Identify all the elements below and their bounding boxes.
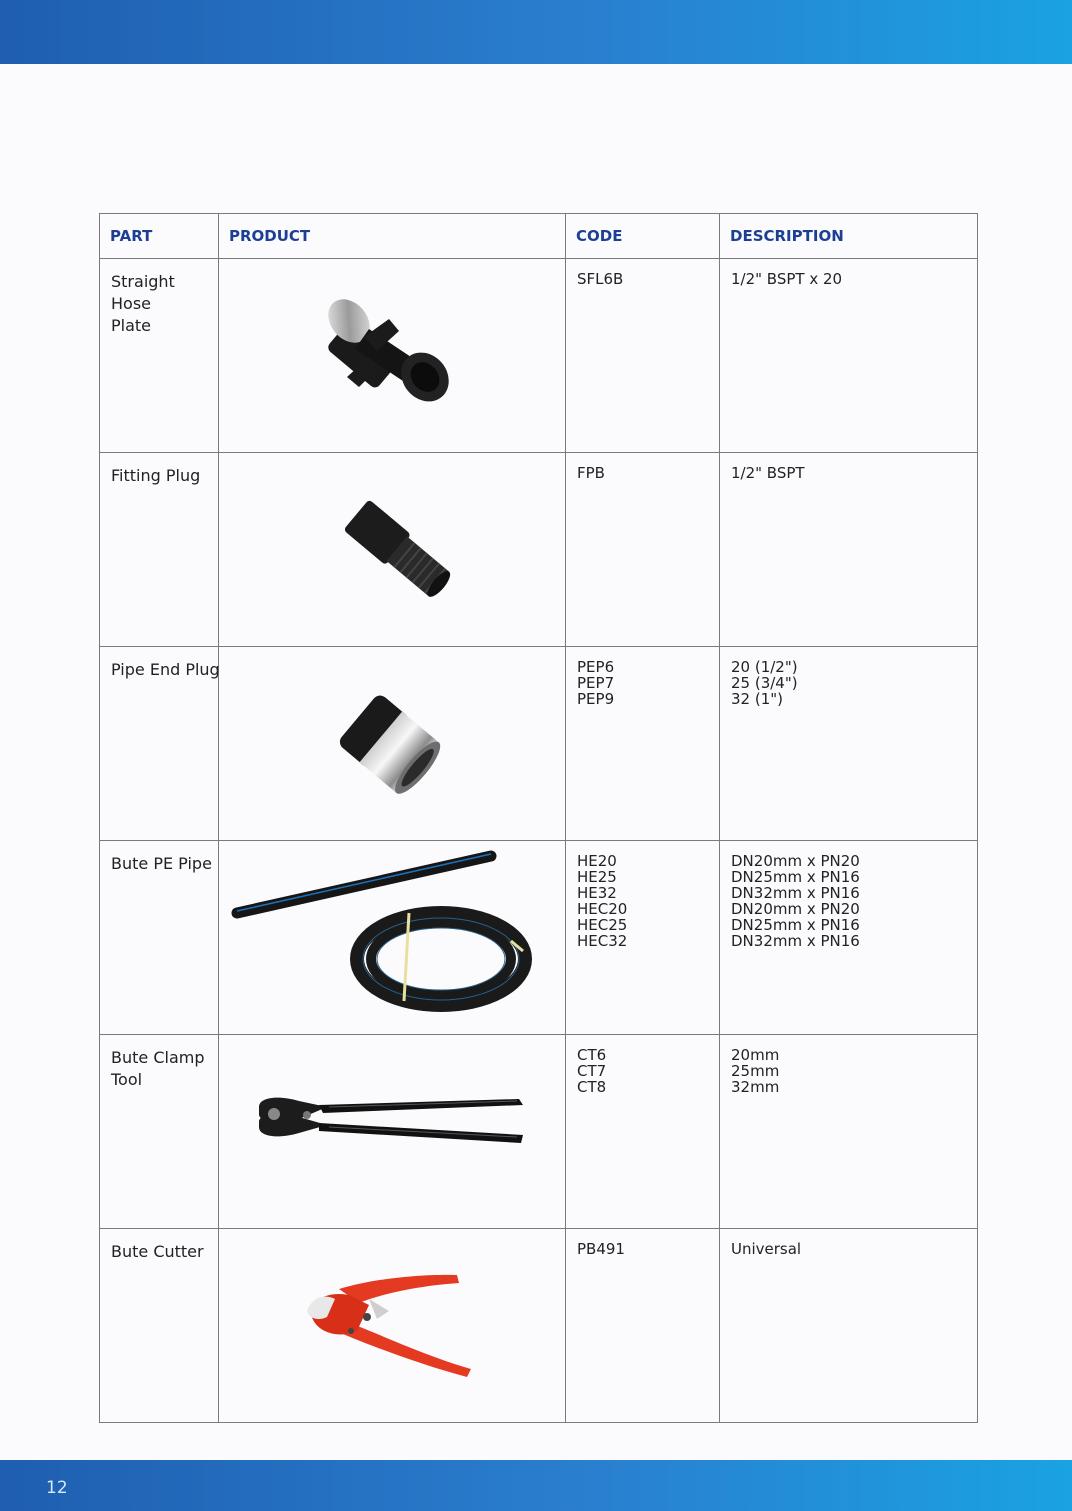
- part-cell: [100, 647, 219, 841]
- code-cell: [566, 1035, 720, 1229]
- header-code: CODE: [566, 214, 720, 259]
- product-code: CT7: [577, 1062, 607, 1080]
- hose-plate-fitting-image: [219, 259, 564, 452]
- description-cell: [720, 453, 978, 647]
- pe-pipe-coil-image: [219, 841, 564, 1034]
- code-cell: [566, 453, 720, 647]
- part-name: Fitting Plug: [111, 466, 201, 485]
- product-code: CT6: [577, 1046, 607, 1064]
- bottom-color-band: [0, 1460, 1072, 1511]
- product-code: HEC20: [577, 900, 628, 918]
- product-description: Universal: [731, 1240, 802, 1258]
- part-name: Straight: [111, 272, 175, 291]
- part-name: Plate: [111, 316, 152, 335]
- part-cell: [100, 1229, 219, 1423]
- top-color-band: [0, 0, 1072, 64]
- description-cell: [720, 1229, 978, 1423]
- parts-table: [99, 213, 978, 1423]
- product-code: SFL6B: [577, 270, 624, 288]
- product-code: PEP7: [577, 674, 615, 692]
- product-description: DN32mm x PN16: [731, 932, 860, 950]
- part-cell: [100, 1035, 219, 1229]
- product-cell: [219, 1035, 566, 1229]
- description-cell: [720, 1035, 978, 1229]
- part-name: Pipe End Plug: [111, 660, 220, 679]
- product-code: HE20: [577, 852, 617, 870]
- header-part: PART: [100, 214, 219, 259]
- product-description: 32mm: [731, 1078, 780, 1096]
- product-code: HE25: [577, 868, 617, 886]
- product-description: 20 (1/2"): [731, 658, 798, 676]
- product-cell: [219, 259, 566, 453]
- part-name: Bute PE Pipe: [111, 854, 212, 873]
- product-description: 1/2" BSPT: [731, 464, 805, 482]
- table-header-row: [100, 214, 978, 259]
- pipe-end-plug-image: [219, 647, 564, 840]
- code-cell: [566, 1229, 720, 1423]
- header-product: PRODUCT: [219, 214, 566, 259]
- table-row: [100, 453, 978, 647]
- header-description: DESCRIPTION: [720, 214, 978, 259]
- table-row: [100, 841, 978, 1035]
- product-code: HEC25: [577, 916, 628, 934]
- product-code: PEP6: [577, 658, 615, 676]
- part-name: Bute Clamp: [111, 1048, 205, 1067]
- table-row: [100, 259, 978, 453]
- product-code: FPB: [577, 464, 605, 482]
- product-description: DN20mm x PN20: [731, 852, 860, 870]
- part-cell: [100, 259, 219, 453]
- product-description: DN32mm x PN16: [731, 884, 860, 902]
- product-description: 20mm: [731, 1046, 780, 1064]
- part-name: Hose: [111, 294, 151, 313]
- part-cell: [100, 453, 219, 647]
- code-cell: [566, 647, 720, 841]
- description-cell: [720, 259, 978, 453]
- product-code: PEP9: [577, 690, 615, 708]
- table-row: [100, 1035, 978, 1229]
- product-description: DN25mm x PN16: [731, 916, 860, 934]
- product-description: 25 (3/4"): [731, 674, 798, 692]
- clamp-tool-image: [219, 1035, 564, 1228]
- page-number: 12: [46, 1478, 68, 1498]
- table-row: [100, 647, 978, 841]
- product-description: 32 (1"): [731, 690, 784, 708]
- description-cell: [720, 841, 978, 1035]
- product-cell: [219, 453, 566, 647]
- product-code: CT8: [577, 1078, 607, 1096]
- product-cell: [219, 1229, 566, 1423]
- product-code: PB491: [577, 1240, 625, 1258]
- description-cell: [720, 647, 978, 841]
- product-description: 25mm: [731, 1062, 780, 1080]
- product-description: 1/2" BSPT x 20: [731, 270, 843, 288]
- table-row: [100, 1229, 978, 1423]
- product-cell: [219, 841, 566, 1035]
- product-description: DN25mm x PN16: [731, 868, 860, 886]
- part-name: Tool: [111, 1070, 143, 1089]
- product-code: HEC32: [577, 932, 628, 950]
- product-code: HE32: [577, 884, 617, 902]
- part-cell: [100, 841, 219, 1035]
- fitting-plug-image: [219, 453, 564, 646]
- pipe-cutter-image: [219, 1229, 564, 1422]
- code-cell: [566, 841, 720, 1035]
- part-name: Bute Cutter: [111, 1242, 204, 1261]
- product-cell: [219, 647, 566, 841]
- product-description: DN20mm x PN20: [731, 900, 860, 918]
- code-cell: [566, 259, 720, 453]
